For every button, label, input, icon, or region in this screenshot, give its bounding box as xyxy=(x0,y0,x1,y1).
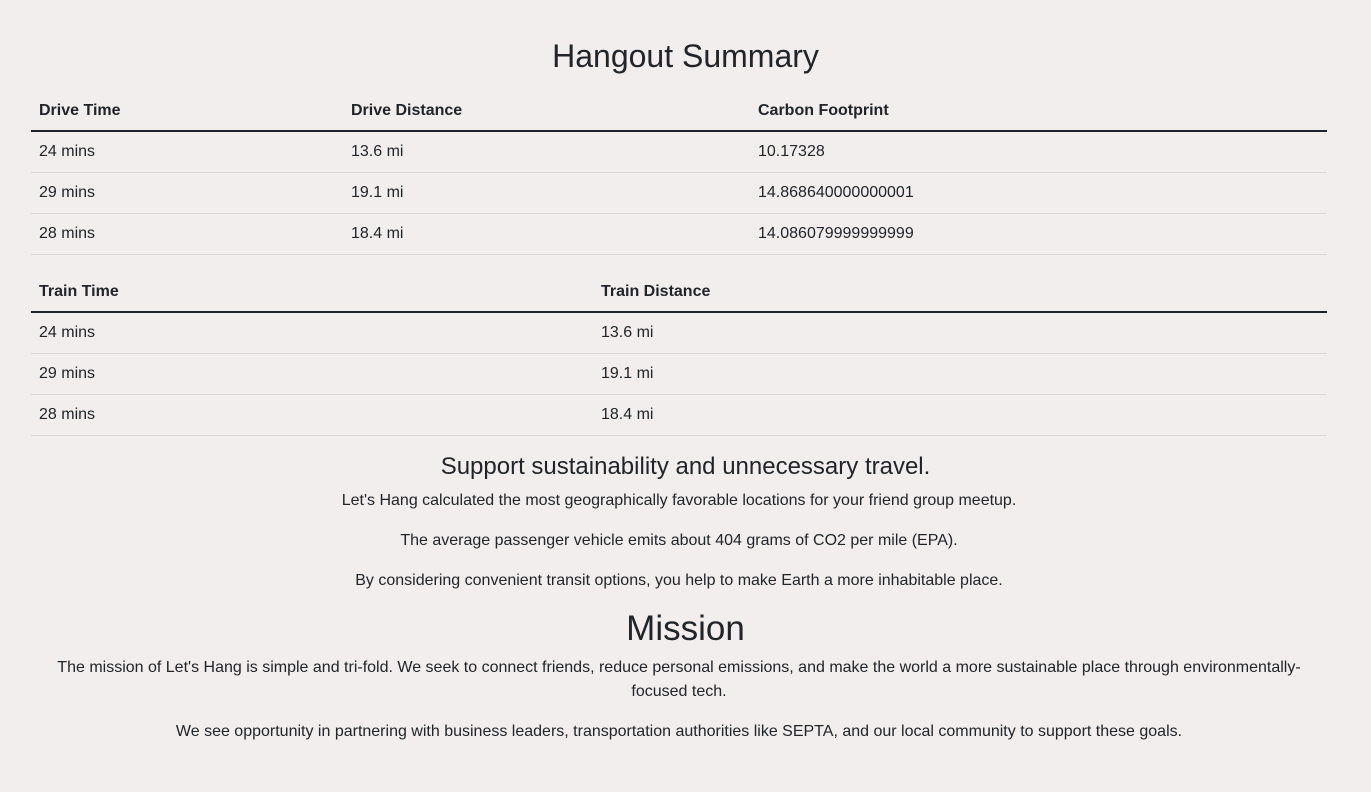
drive-distance-cell: 13.6 mi xyxy=(343,131,750,173)
column-header-train-time: Train Time xyxy=(31,272,593,312)
table-row xyxy=(31,173,1327,214)
drive-time-cell: 28 mins xyxy=(31,214,343,255)
column-header-train-distance: Train Distance xyxy=(593,272,1327,312)
mission-heading: Mission xyxy=(626,609,745,648)
train-distance-cell: 19.1 mi xyxy=(593,354,1327,395)
mission-paragraph: We see opportunity in partnering with business leaders, transportation authorities like SEPTA, and our local community to support these goals. xyxy=(175,723,1183,740)
drive-distance-cell: 19.1 mi xyxy=(343,173,750,214)
sustainability-paragraph: By considering convenient transit options, you help to make Earth a more inhabitable place. xyxy=(355,572,1003,589)
train-time-cell: 24 mins xyxy=(31,312,593,354)
sustainability-heading: Support sustainability and unnecessary travel. xyxy=(440,453,931,480)
train-distance-cell: 13.6 mi xyxy=(593,312,1327,354)
carbon-footprint-cell: 14.868640000000001 xyxy=(750,173,1327,214)
table-row xyxy=(31,312,1327,354)
table-row xyxy=(31,214,1327,255)
sustainability-paragraph: Let's Hang calculated the most geographically favorable locations for your friend group meetup. xyxy=(341,492,1017,509)
drive-time-cell: 29 mins xyxy=(31,173,343,214)
column-header-drive-time: Drive Time xyxy=(31,91,343,131)
sustainability-paragraph: The average passenger vehicle emits about 404 grams of CO2 per mile (EPA). xyxy=(400,532,958,549)
train-distance-cell: 18.4 mi xyxy=(593,395,1327,436)
train-summary-table xyxy=(31,272,1327,436)
column-header-carbon-footprint: Carbon Footprint xyxy=(750,91,1327,131)
column-header-drive-distance: Drive Distance xyxy=(343,91,750,131)
carbon-footprint-cell: 14.086079999999999 xyxy=(750,214,1327,255)
drive-distance-cell: 18.4 mi xyxy=(343,214,750,255)
drive-summary-table xyxy=(31,91,1327,255)
drive-time-cell: 24 mins xyxy=(31,131,343,173)
table-row xyxy=(31,131,1327,173)
page-title: Hangout Summary xyxy=(552,38,819,74)
train-time-cell: 29 mins xyxy=(31,354,593,395)
carbon-footprint-cell: 10.17328 xyxy=(750,131,1327,173)
train-time-cell: 28 mins xyxy=(31,395,593,436)
table-row xyxy=(31,395,1327,436)
table-header-row xyxy=(31,91,1327,131)
table-row xyxy=(31,354,1327,395)
mission-paragraph: The mission of Let's Hang is simple and tri-fold. We seek to connect friends, reduce personal emissions, and make the world a more sustainable place through environmentally-focused tech. xyxy=(57,659,1301,700)
table-header-row xyxy=(31,272,1327,312)
